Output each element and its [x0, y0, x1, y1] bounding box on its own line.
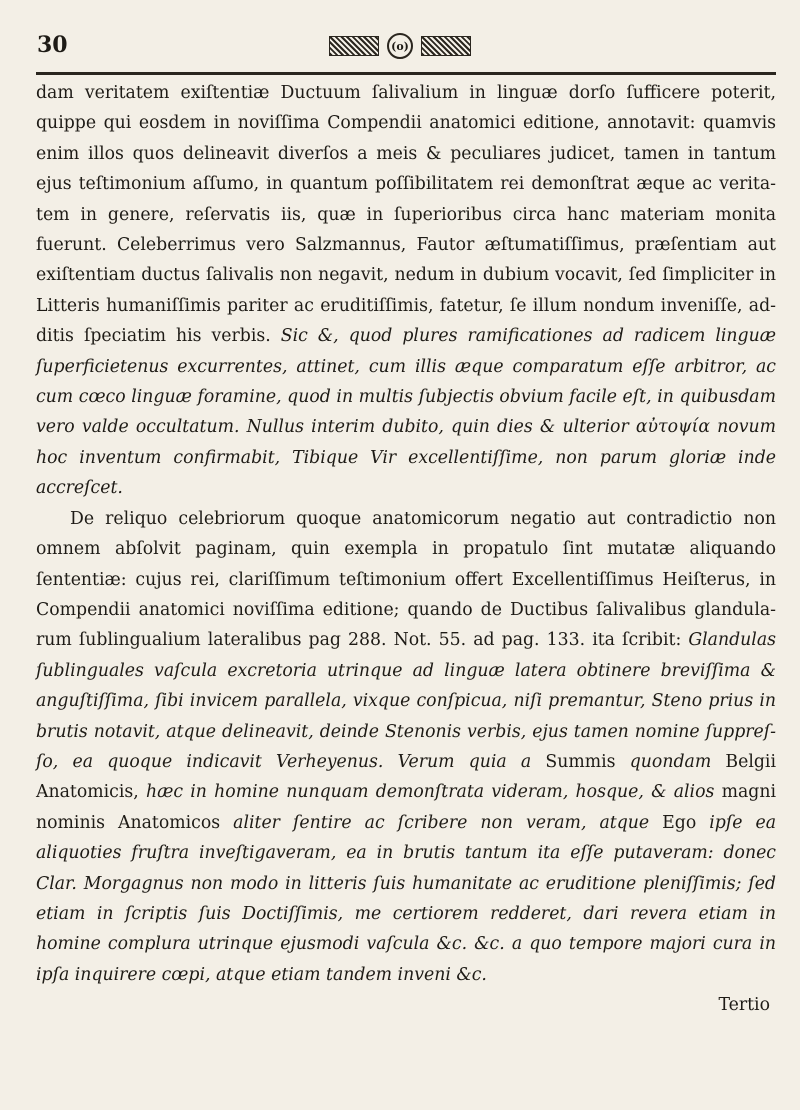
text-segment: Belgii Anatomicis, — [36, 751, 776, 803]
ornament-right-block — [421, 36, 471, 56]
text-segment-italic: Sic &, quod plures ramificationes ad radicem linguæ ſuperficietenus excurrentes, attinet, cum illis æque comparatum eſſe arbitror, ac cum cœco linguæ foramine, quod in multis ſubjectis obvium facile eſt, in quibusdam vero valde occultatum. Nullus interim dubito, quin dies & ulterior αὐτοψία novum hoc inventum confirmabit, Tibique Vir excellentiſſime, non parum gloriæ inde accreſcet. — [36, 326, 776, 499]
ornament-center: (o) — [387, 33, 413, 59]
body-text — [36, 78, 776, 1021]
catchword: Tertio — [718, 995, 770, 1016]
ornament-left-block — [329, 36, 379, 56]
page-header — [0, 30, 800, 70]
text-segment: Summis — [545, 751, 630, 772]
page-number: 30 — [37, 32, 68, 58]
text-segment: dam veritatem exiſtentiæ Ductuum ſalivalium in linguæ dorſo ſufficere poterit, quippe qui eosdem in noviſſima Compendii anatomici editione, annotavit: quamvis enim illos quos delineavit diverſos a meis & peculiares judicet, tamen in tantum ejus teſtimonium aſſumo, in quantum poſſibilitatem rei demonſtrat æque ac veritatem in genere, reſervatis iis, quæ in ſuperioribus circa hanc materiam monita fuerunt. Celeberrimus vero Salzmannus, Fautor æſtumatiſſimus, præſentiam aut exiſtentiam ductus ſalivalis non negavit, nedum in dubium vocavit, ſed ſimpliciter in Litteris humaniſſimis pariter ac eruditiſſimis, fatetur, ſe illum nondum inveniſſe, additis ſpeciatim his verbis. — [36, 83, 776, 347]
text-segment: magni nominis Anatomicos — [36, 782, 776, 833]
text-segment-italic: hæc in homine nunquam demonſtrata videram, hosque, & alios — [145, 782, 722, 803]
text-segment-italic: quondam — [629, 751, 726, 772]
text-segment: Ego — [662, 812, 710, 833]
header-rule — [36, 72, 776, 75]
text-segment-italic: ipſe ea aliquoties fruſtra inveſtigaveram, ea in brutis tantum ita eſſe putaveram: donec Clar. Morgagnus non modo in litteris ſuis humanitate ac eruditione pleniſſimis; ſed etiam in ſcriptis ſuis Doctiſſimis, me certiorem redderet, dari revera etiam in homine complura utrinque ejusmodi vaſcula &c. &c. a quo tempore majori cura in ipſa inquirere cœpi, atque etiam tandem inveni &c. — [36, 812, 777, 985]
header-ornament — [315, 34, 485, 58]
text-segment: De reliquo celebriorum quoque anatomicorum negatio aut contradictio non omnem abſolvit paginam, quin exempla in propatulo ſint mutatæ aliquando ſententiæ: cujus rei, clariſſimum teſtimonium offert Excellentiſſimus Heiſterus, in Compendii anatomici noviſſima editione; quando de Ductibus ſalivalibus glandularum ſublingualium lateralibus pag 288. Not. 55. ad pag. 133. ita ſcribit: — [36, 508, 776, 651]
text-segment-italic: aliter ſentire ac ſcribere non veram, atque — [233, 812, 663, 833]
text-segment-italic: Glandulas ſublinguales vaſcula excretoria utrinque ad linguæ latera obtinere breviſſima & anguſtiſſima, ſibi invicem parallela, vixque conſpicua, niſi premantur, Steno prius in brutis notavit, atque delineavit, deinde Stenonis verbis, ejus tamen nomine ſuppreſſo, ea quoque indicavit Verheyenus. Verum quia a — [36, 630, 776, 772]
paragraph-1 — [36, 78, 776, 504]
paragraph-2 — [36, 504, 776, 991]
